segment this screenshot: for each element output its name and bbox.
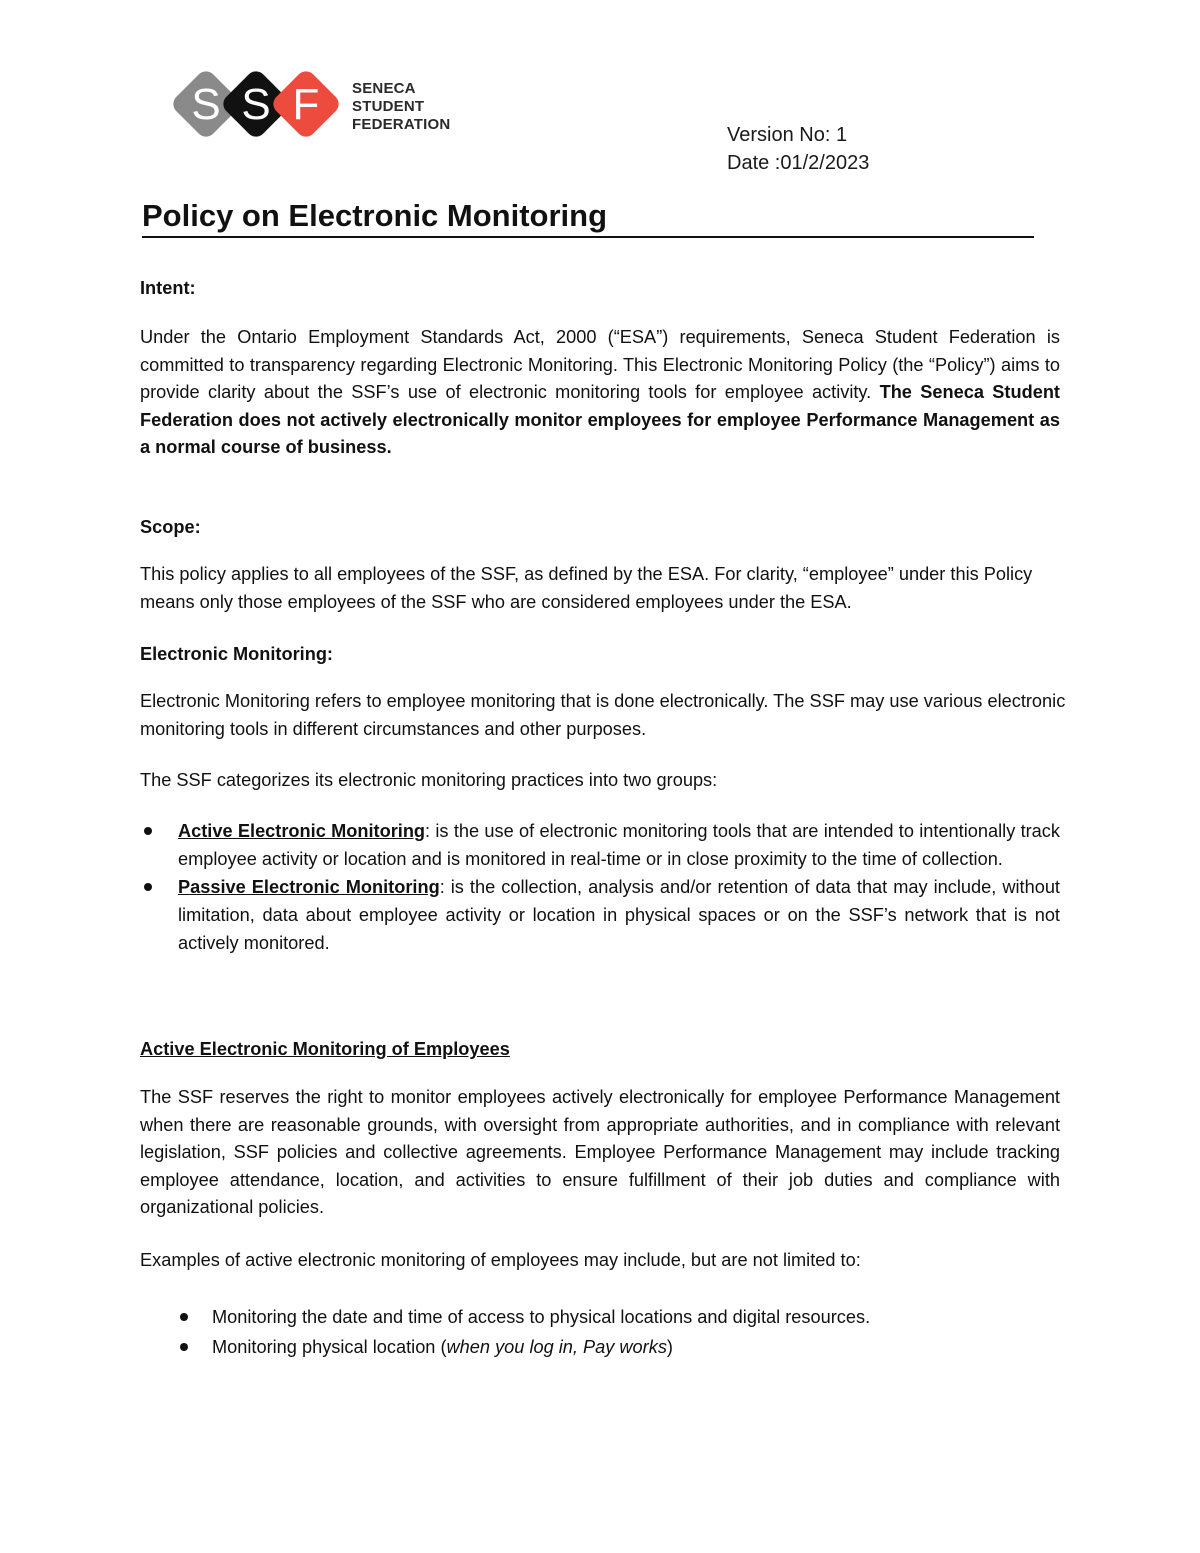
intent-heading: Intent: [140,278,196,298]
logo-line-student: STUDENT [352,98,425,115]
example-text: Monitoring the date and time of access to physical locations and digital resources. [212,1307,871,1327]
bullet-icon [180,1313,188,1321]
intent-paragraph [140,324,1060,462]
scope-heading: Scope: [140,517,201,537]
bullet-icon [144,827,152,835]
categories-intro: The SSF categorizes its electronic monitoring practices into two groups: [140,770,718,790]
bullet-icon [144,883,152,891]
electronic-monitoring-body: Electronic Monitoring refers to employee monitoring that is done electronically. The SSF may use various electronic monitoring tools in different circumstances and other purposes. [140,691,1066,739]
example-italic: when you log in, Pay works [446,1337,667,1357]
logo-line-seneca: SENECA [352,80,416,97]
examples-intro: Examples of active electronic monitoring of employees may include, but are not limited to: [140,1250,861,1270]
definition-active: : is the use of electronic monitoring tools that are intended to intentionally track employee activity or location and is monitored in real-time or in close proximity to the time of collection. [178,821,1060,869]
definition-passive: : is the collection, analysis and/or retention of data that may include, without limitation, data about employee activity or location in physical spaces or on the SSF’s network that is not actively monitored. [178,877,1060,953]
logo-wordmark [352,80,450,134]
examples-list [178,1302,1058,1362]
active-section-body: The SSF reserves the right to monitor employees actively electronically for employee Performance Management when there are reasonable grounds, with oversight from appropriate authorities, and in compliance with relevant legislation, SSF policies and collective agreements. Employee Performance Management may include tracking employee attendance, location, and activities to ensure fulfillment of their job duties and compliance with organizational policies. [140,1087,1060,1217]
ssf-logo-mark [166,68,356,144]
electronic-monitoring-heading: Electronic Monitoring: [140,644,333,664]
version-number: Version No: 1 [727,124,848,146]
document-title: Policy on Electronic Monitoring [142,196,1034,238]
logo-line-federation: FEDERATION [352,116,451,133]
logo-letter-s1: S [191,80,221,129]
version-date: Date :01/2/2023 [727,152,870,174]
intent-body: Under the Ontario Employment Standards Act, 2000 (“ESA”) requirements, Seneca Student Federation is committed to transparency regarding Electronic Monitoring. This Electronic Monitoring Policy (the “Policy”) aims to provide clarity about the SSF’s use of electronic monitoring tools for employee activity. [140,327,1060,402]
active-section-heading: Active Electronic Monitoring of Employees [140,1039,510,1059]
example-text: Monitoring physical location ( [212,1337,447,1357]
term-active: Active Electronic Monitoring [178,821,426,841]
example-item [178,1302,1058,1332]
intent-bold-statement: The Seneca Student Federation does not actively electronically monitor employees for employee Performance Management as a normal course of business. [140,382,1060,457]
list-item-passive [140,873,1060,957]
ssf-logo [166,68,456,144]
categories-list [140,817,1060,957]
list-item-active [140,817,1060,873]
logo-letter-s2: S [241,80,271,129]
bullet-icon [180,1343,188,1351]
example-suffix: ) [666,1337,673,1357]
scope-body: This policy applies to all employees of the SSF, as defined by the ESA. For clarity, “employee” under this Policy means only those employees of the SSF who are considered employees under the ESA. [140,564,1033,612]
logo-letter-f: F [292,80,320,129]
version-block [727,121,869,177]
term-passive: Passive Electronic Monitoring [178,877,440,897]
example-item [178,1332,1058,1362]
